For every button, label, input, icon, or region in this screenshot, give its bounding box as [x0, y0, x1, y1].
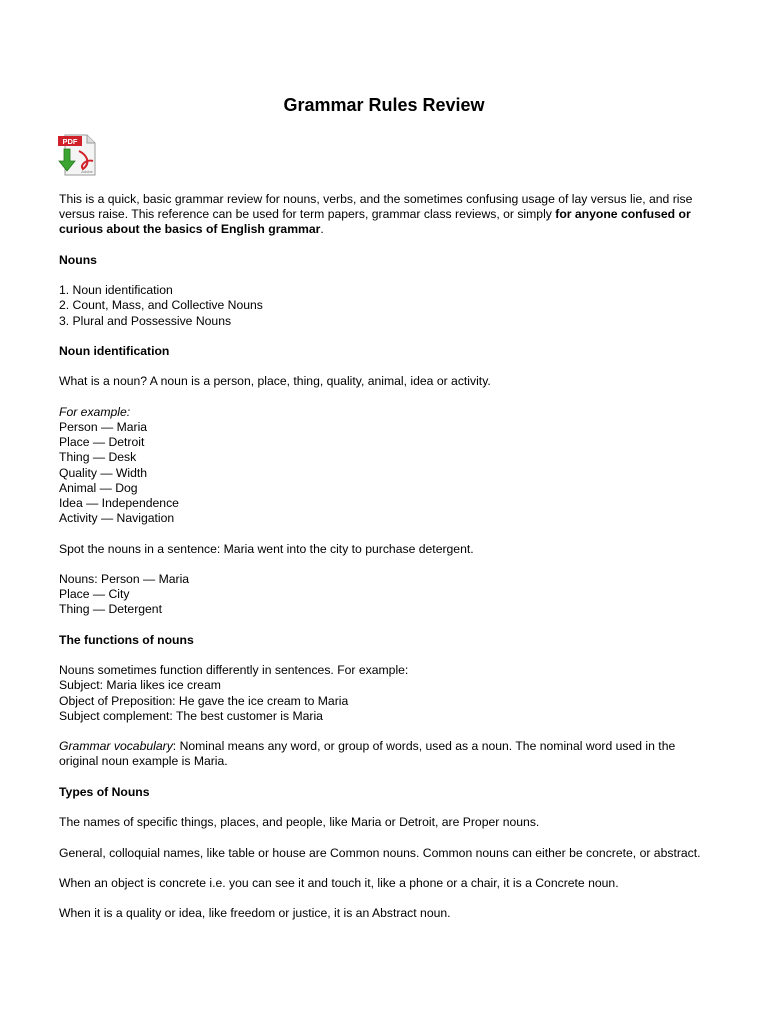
list-item: Subject: Maria likes ice cream: [59, 678, 221, 693]
nouns-heading: Nouns: [59, 252, 97, 267]
list-item: 1. Noun identification: [59, 283, 173, 298]
list-item: Nouns sometimes function differently in sentences. For example:: [59, 663, 409, 678]
noun-identification-heading: Noun identification: [59, 343, 170, 358]
intro-bold-text: for anyone confused or curious about the basics of English grammar: [59, 207, 691, 237]
document-title: Grammar Rules Review: [283, 95, 485, 115]
types-paragraph: The names of specific things, places, and people, like Maria or Detroit, are Proper nouns.: [59, 815, 540, 830]
examples-block: [59, 405, 709, 527]
document-body: [59, 192, 709, 937]
list-item: Animal — Dog: [59, 480, 138, 495]
types-of-nouns-heading: Types of Nouns: [59, 784, 150, 799]
types-paragraph: When an object is concrete i.e. you can see it and touch it, like a phone or a chair, it is a Concrete noun.: [59, 875, 619, 890]
functions-block: [59, 663, 709, 724]
vocabulary-text: : Nominal means any word, or group of words, used as a noun. The nominal word used in the original noun example is Maria.: [59, 739, 676, 769]
list-item: 2. Count, Mass, and Collective Nouns: [59, 298, 263, 313]
list-item: Subject complement: The best customer is Maria: [59, 708, 323, 723]
list-item: Person — Maria: [59, 419, 148, 434]
identification-text: What is a noun? A noun is a person, place, thing, quality, animal, idea or activity.: [59, 374, 491, 389]
nouns-list: [59, 283, 709, 329]
intro-end: .: [320, 222, 324, 237]
list-item: 3. Plural and Possessive Nouns: [59, 313, 232, 328]
list-item: Thing — Detergent: [59, 602, 162, 617]
list-item: Place — Detroit: [59, 435, 145, 450]
vocabulary-paragraph: [59, 739, 709, 769]
list-item: Object of Preposition: He gave the ice cream to Maria: [59, 693, 349, 708]
list-item: Quality — Width: [59, 465, 148, 480]
list-item: Thing — Desk: [59, 450, 137, 465]
list-item: Nouns: Person — Maria: [59, 571, 190, 586]
pdf-download-icon[interactable]: [57, 133, 99, 177]
spot-answers-block: [59, 572, 709, 618]
svg-text:PDF: PDF: [62, 137, 78, 146]
list-item: Activity — Navigation: [59, 511, 175, 526]
svg-text:Adobe: Adobe: [81, 169, 93, 174]
example-label: For example:: [59, 404, 131, 419]
intro-text: This is a quick, basic grammar review for nouns, verbs, and the sometimes confusing usage of lay versus lie, and rise versus raise. This reference can be used for term papers, grammar class reviews, or simply: [59, 192, 693, 222]
functions-heading: The functions of nouns: [59, 632, 194, 647]
types-paragraph: When it is a quality or idea, like freedom or justice, it is an Abstract noun.: [59, 906, 451, 921]
list-item: Idea — Independence: [59, 495, 179, 510]
spot-nouns-text: Spot the nouns in a sentence: Maria went into the city to purchase detergent.: [59, 541, 474, 556]
list-item: Place — City: [59, 587, 130, 602]
intro-paragraph: [59, 192, 709, 238]
vocabulary-label: Grammar vocabulary: [59, 739, 173, 754]
types-paragraph: General, colloquial names, like table or house are Common nouns. Common nouns can either be concrete, or abstract.: [59, 845, 701, 860]
